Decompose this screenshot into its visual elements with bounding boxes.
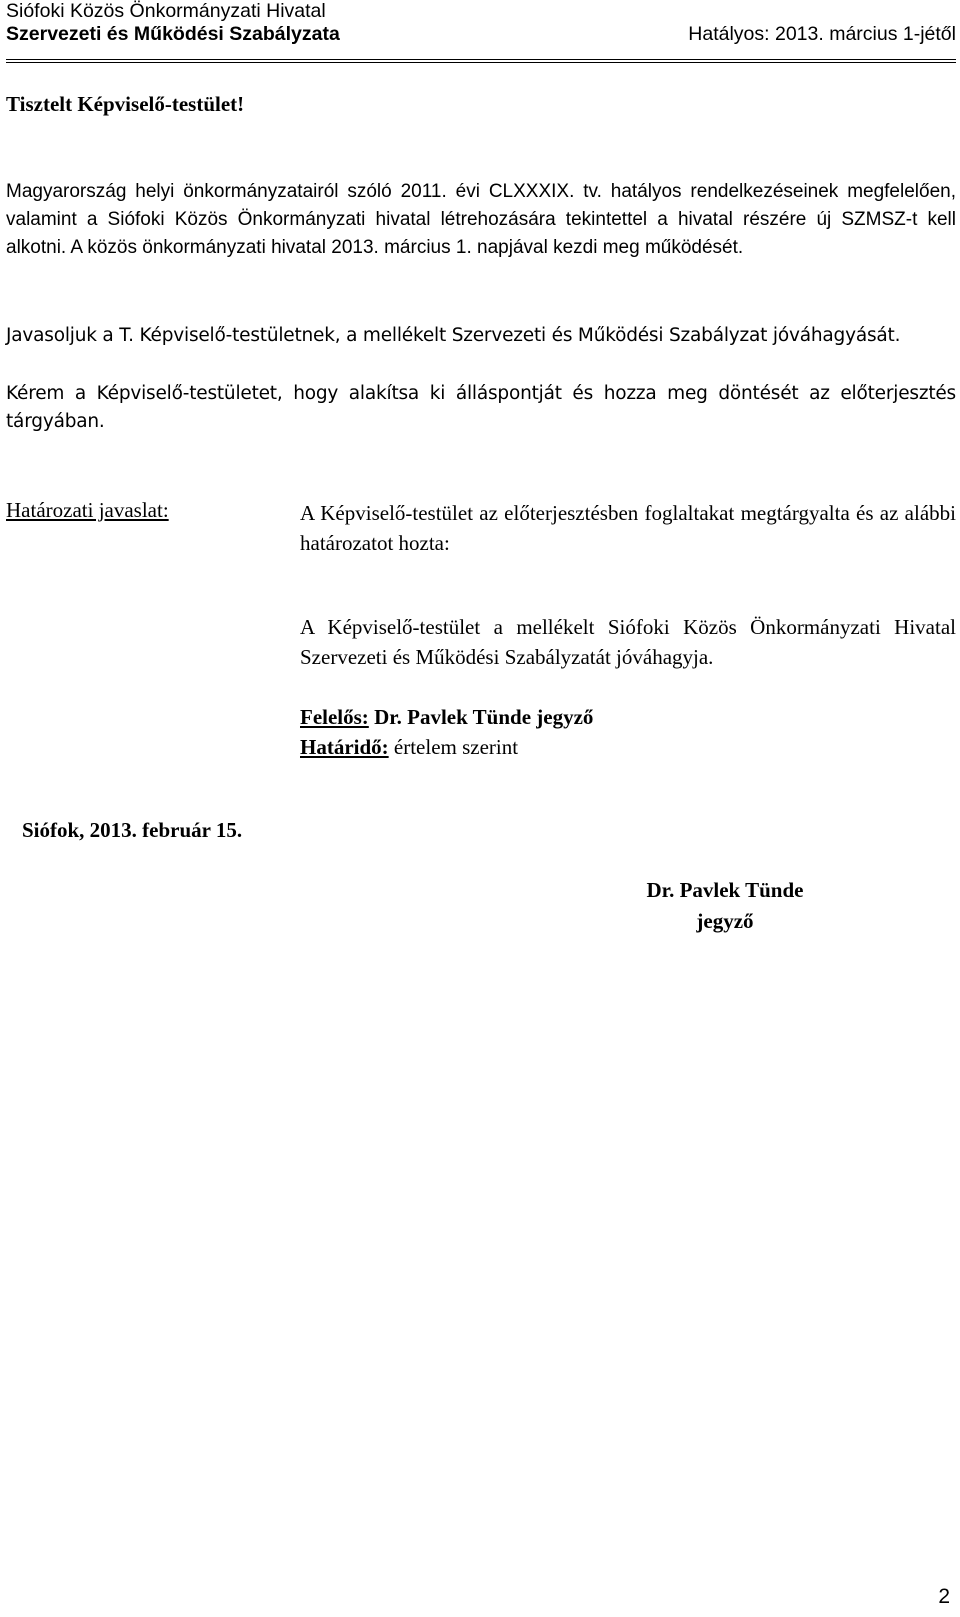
salutation: Tisztelt Képviselő-testület!: [6, 92, 245, 116]
page-header: [6, 0, 956, 46]
deadline-line: [300, 732, 518, 762]
signature-block: [580, 875, 870, 937]
responsible-label: Felelős:: [300, 705, 369, 729]
header-document-title: Szervezeti és Működési Szabályzata: [6, 23, 340, 45]
deadline-label: Határidő:: [300, 735, 389, 759]
page-number: 2: [938, 1585, 950, 1608]
intro-paragraph: Magyarország helyi önkormányzatairól szóló 2011. évi CLXXXIX. tv. hatályos rendelkezéseinek megfelelően, valamint a Siófoki Közös Önkormányzati hivatal létrehozására tekintettel a hivatal részére új SZMSZ-t kell alkotni. A közös önkormányzati hivatal 2013. március 1. napjával kezdi meg működését.: [6, 181, 956, 258]
header-divider-thin: [6, 62, 956, 63]
header-organization: Siófoki Közös Önkormányzati Hivatal: [6, 0, 326, 22]
responsible-value: Dr. Pavlek Tünde jegyző: [374, 705, 594, 729]
header-effective-date: Hatályos: 2013. március 1-jétől: [688, 23, 956, 45]
proposal-label: Határozati javaslat:: [6, 498, 169, 522]
recommendation-paragraph: Javasoljuk a T. Képviselő-testületnek, a mellékelt Szervezeti és Működési Szabályzat jóváhagyását.: [6, 325, 901, 346]
request-paragraph: Kérem a Képviselő-testületet, hogy alakítsa ki álláspontját és hozza meg döntését az előterjesztés tárgyában.: [6, 383, 956, 432]
resolution-text: A Képviselő-testület a mellékelt Siófoki Közös Önkormányzati Hivatal Szervezeti és Működési Szabályzatát jóváhagyja.: [300, 615, 956, 669]
signature-name: Dr. Pavlek Tünde: [646, 878, 804, 902]
deadline-value: értelem szerint: [393, 735, 519, 759]
responsible-line: [300, 702, 593, 732]
proposal-text: A Képviselő-testület az előterjesztésben foglaltakat megtárgyalta és az alábbi határozatot hozta:: [300, 501, 956, 555]
header-divider: [6, 59, 956, 60]
place-date: Siófok, 2013. február 15.: [22, 818, 243, 842]
signature-title: jegyző: [696, 909, 754, 933]
